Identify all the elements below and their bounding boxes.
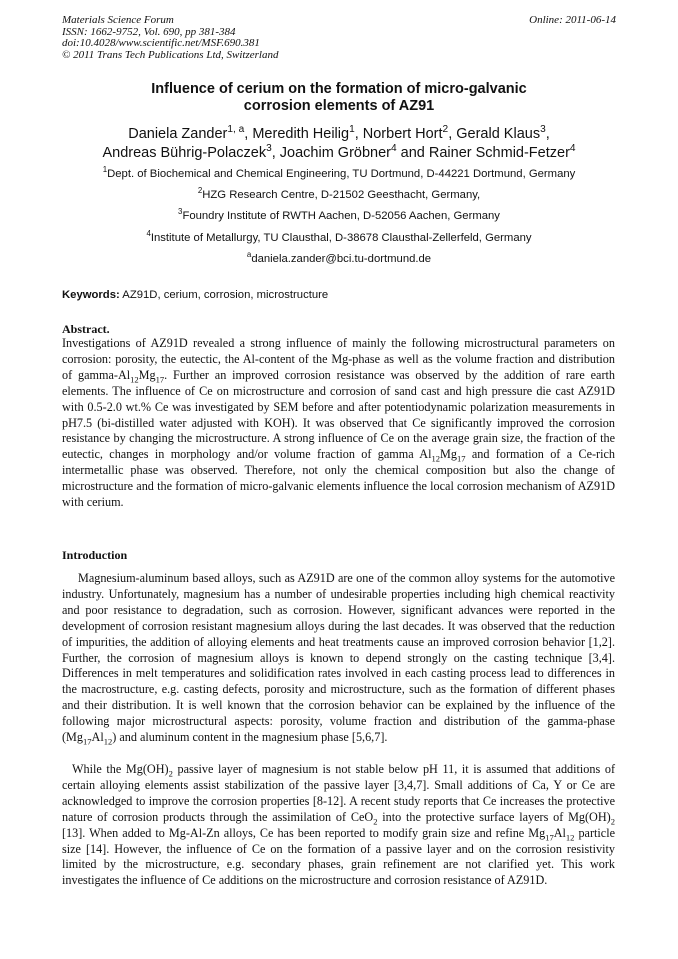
- subscript: 17: [456, 453, 466, 464]
- affiliation-text: HZG Research Centre, D-21502 Geesthacht, Germany,: [202, 189, 481, 201]
- author-name: Norbert Hort: [362, 126, 443, 142]
- introduction-heading: Introduction: [62, 548, 128, 562]
- affiliation-2: [62, 186, 616, 202]
- abstract-text: and formation of a Ce-rich intermetallic phase was observed. Therefore, not only the chemical composition but also the change of microstructure and the formation of micro-galvanic elements influence the local corrosion mechanism of AZ91D with cerium.: [62, 447, 615, 510]
- paper-title: [62, 81, 616, 115]
- intro-text: While the Mg(OH): [72, 762, 169, 776]
- abstract-paragraph: [62, 336, 615, 511]
- author-affil-mark: 4: [569, 143, 576, 155]
- intro-text: into the protective surface layers of Mg(OH): [377, 809, 611, 824]
- affiliation-mark: 3: [178, 207, 183, 217]
- author-line-1: [62, 125, 616, 144]
- author-affil-mark: 2: [442, 124, 449, 136]
- intro-text: Magnesium-aluminum based alloys, such as AZ91D are one of the common alloy systems for the automotive industry. Unfortunately, magnesium has a number of undesirable properties including high chemical reactivity and poor resistance to degradation, such as corrosion. However, significant advances were reported in the development of corrosion resistant magnesium alloys during the last decades. It was observed that the reduction of impurities, the addition of alloying elements and heat treatments cause an improved corrosion behavior [1,2]. Further, the corrosion of magnesium alloys is known to depend strongly on the casting technique [3,4]. Differences in melt temperatures and solidification rates involved in each casting process lead to differences in the macrostructure, e.g. casting defects, porosity and microstructure, such as the formation of different phases and their distribution. It is well known that the corrosion behavior can be explained by the influence of the following major microstructural aspects: porosity, volume fraction and distribution of the gamma-phase (Mg: [62, 571, 615, 745]
- issn-line: ISSN: 1662-9752, Vol. 690, pp 381-384: [62, 25, 236, 38]
- author-line-2: [62, 144, 616, 163]
- keywords-text: AZ91D, cerium, corrosion, microstructure: [119, 289, 329, 301]
- affiliation-text: Institute of Metallurgy, TU Clausthal, D-38678 Clausthal-Zellerfeld, Germany: [150, 232, 532, 244]
- subscript: 17: [83, 736, 92, 747]
- subscript: 12: [130, 374, 139, 385]
- author-list: [62, 125, 616, 163]
- author-affil-mark: 3: [266, 143, 272, 155]
- author-separator: ,: [244, 126, 253, 142]
- abstract-text: . Further an improved corrosion resistance was observed by the addition of rare earth elements. The influence of Ce on microstructure and corrosion of sand cast and high pressure die cast AZ91D with 0.5-2.0 wt.% Ce was investigated by SEM before and after potentiodynamic polarization measurements in pH7.5 (bi-distilled water adjusted with KOH). It was observed that Ce significantly improved the corrosion resistance by changing the microstructure. A strong influence of Ce on the average grain size, the fraction of the eutectic, changes in morphology and/or volume fraction of gamma Al: [62, 367, 615, 462]
- keywords: [62, 289, 616, 301]
- intro-text: passive layer of magnesium is not stable below pH 11, it is assumed that additions of certain alloying elements assist stabilization of the passive layer [3,4,7]. Small additions of Ca, Y or Ce are acknowledged to improve the corrosion properties [8-12]. A recent study reports that Ce increases the protective nature of corrosion products through the assimilation of CeO: [62, 762, 615, 824]
- title-line-2: corrosion elements of AZ91: [243, 98, 435, 114]
- subscript: 12: [431, 453, 441, 464]
- title-line-1: Influence of cerium on the formation of micro-galvanic: [151, 81, 527, 97]
- affiliation-4: [62, 229, 616, 245]
- intro-text: Al: [91, 730, 104, 745]
- online-date: Online: 2011-06-14: [529, 14, 616, 26]
- author-name: Meredith Heilig: [252, 126, 350, 142]
- journal-header: [62, 15, 616, 61]
- author-email: [62, 250, 616, 266]
- subscript: 2: [610, 816, 615, 827]
- author-name: Gerald Klaus: [456, 126, 541, 142]
- subscript: 12: [103, 736, 113, 747]
- subscript: 17: [545, 832, 554, 843]
- author-name: Joachim Gröbner: [279, 145, 391, 161]
- affiliation-text: Dept. of Biochemical and Chemical Engineering, TU Dortmund, D-44221 Dortmund, Germany: [107, 168, 576, 180]
- author-affil-mark: 1: [349, 124, 355, 136]
- affiliation-mark: a: [246, 250, 252, 260]
- author-affil-mark: 3: [540, 124, 546, 136]
- journal-name: Materials Science Forum: [62, 14, 174, 26]
- subscript: 17: [155, 374, 165, 385]
- subscript: 2: [168, 768, 173, 779]
- author-name: Andreas Bührig-Polaczek: [102, 145, 267, 161]
- abstract-heading: Abstract.: [62, 322, 110, 336]
- author-separator: ,: [545, 126, 550, 142]
- author-name: Daniela Zander: [128, 126, 228, 142]
- affiliation-mark: 2: [197, 186, 203, 196]
- author-name: Rainer Schmid-Fetzer: [428, 145, 570, 161]
- abstract-text: Mg: [440, 447, 457, 462]
- affiliation-mark: 1: [102, 165, 108, 175]
- affiliation-mark: 4: [146, 229, 151, 239]
- author-separator: ,: [354, 126, 363, 142]
- affiliation-text: Foundry Institute of RWTH Aachen, D-52056 Aachen, Germany: [182, 210, 500, 222]
- keywords-label: Keywords:: [62, 289, 120, 301]
- subscript: 12: [565, 832, 575, 843]
- author-separator: ,: [448, 126, 457, 142]
- copyright-line: © 2011 Trans Tech Publications Ltd, Switzerland: [62, 48, 279, 61]
- introduction-paragraph-2: [62, 762, 615, 889]
- abstract-text: Investigations of AZ91D revealed a strong influence of mainly the following microstructural parameters on corrosion: porosity, the eutectic, the Al-content of the Mg-phase as well as the volume fraction and distribution of gamma-Al: [62, 336, 615, 382]
- author-affil-mark: 1, a: [227, 124, 245, 136]
- email-address: daniela.zander@bci.tu-dortmund.de: [251, 253, 432, 265]
- author-separator: ,: [271, 145, 280, 161]
- author-affil-mark: 4: [391, 143, 397, 155]
- intro-text: Al: [553, 825, 566, 840]
- affiliation-3: [62, 207, 616, 223]
- author-conjunction: and: [396, 145, 429, 161]
- subscript: 2: [373, 816, 378, 827]
- intro-text: ) and aluminum content in the magnesium phase [5,6,7].: [112, 730, 388, 745]
- intro-text: [13]. When added to Mg-Al-Zn alloys, Ce has been reported to modify grain size and refine Mg: [62, 825, 546, 840]
- doi-line: doi:10.4028/www.scientific.net/MSF.690.381: [62, 37, 260, 49]
- intro-text: particle size [14]. However, the influence of Ce on the formation of a passive layer and on the corrosion resistivity limited by the microstructure, e.g. secondary phases, grain refinement are not clarified yet. This work investigates the influence of Ce additions on the microstructure and corrosion resistance of AZ91D.: [62, 825, 615, 888]
- affiliation-1: [62, 165, 616, 181]
- abstract-text: Mg: [138, 367, 156, 382]
- introduction-paragraph-1: [62, 571, 615, 746]
